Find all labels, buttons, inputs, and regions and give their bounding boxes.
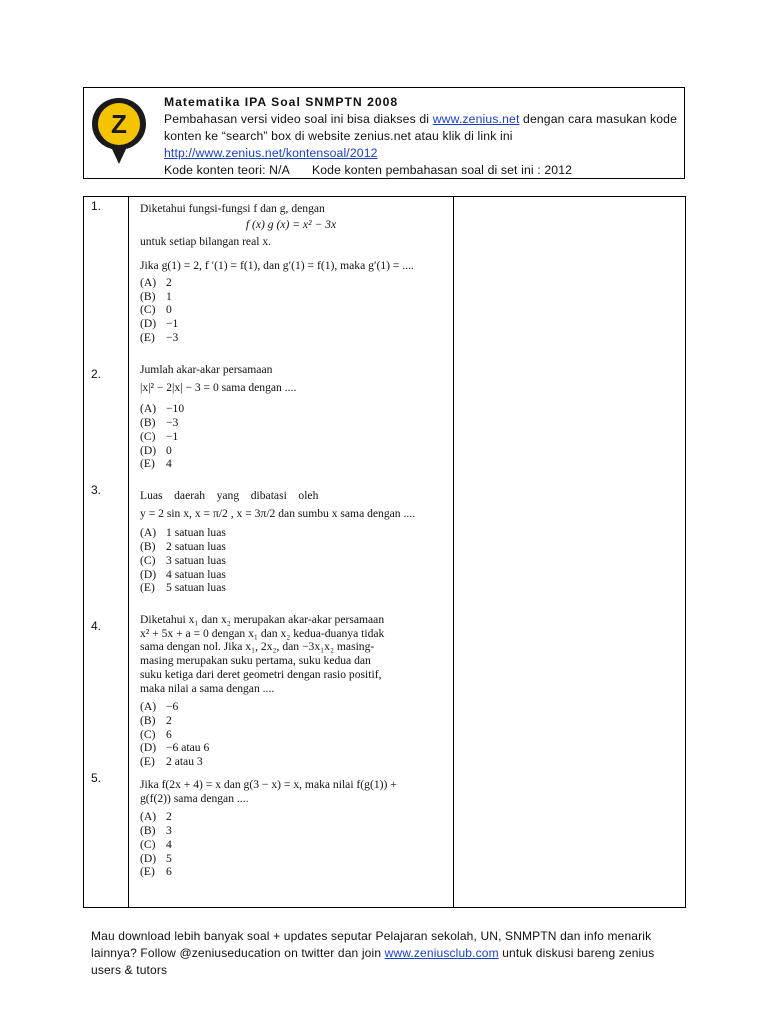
option: (C) −1 bbox=[140, 429, 179, 443]
question-number: 3. bbox=[91, 483, 102, 497]
question-number: 2. bbox=[91, 367, 102, 381]
kode-pembahasan: Kode konten pembahasan soal di set ini : 2012 bbox=[311, 163, 573, 177]
question-5: Jika f(2x + 4) = x dan g(3 − x) = x, maka nilai f(g(1)) + g(f(2)) sama dengan .... (A) 2 (B) 3 (C) 4 (D) 5 (E) 6 bbox=[140, 778, 442, 879]
logo-letter: Z bbox=[111, 109, 127, 139]
option: (D) 0 bbox=[140, 443, 172, 457]
option: (B) 2 satuan luas bbox=[140, 540, 226, 554]
kode-teori: Kode konten teori: N/A bbox=[164, 163, 290, 177]
option: (C) 0 bbox=[140, 303, 172, 317]
question-table bbox=[83, 196, 686, 908]
option: (A) −10 bbox=[140, 402, 185, 416]
option: (E) 4 bbox=[140, 457, 172, 471]
question-2: Jumlah akar-akar persamaan |x|² − 2|x| − 3 = 0 sama dengan .... (A) −10 (B) −3 (C) −1 (D) 0 (E) 4 bbox=[140, 363, 442, 471]
kode-konten-line bbox=[164, 162, 678, 179]
equation: |x|² − 2|x| − 3 = 0 sama dengan .... bbox=[140, 380, 297, 394]
option: (C) 4 bbox=[140, 837, 172, 851]
zenius-logo bbox=[90, 96, 148, 166]
footer-text: Mau download lebih banyak soal + updates seputar Pelajaran sekolah, UN, SNMPTN dan info menarik lainnya? Follow @zeniuseducation on twitter dan join www.zeniusclub.com untuk diskusi bareng zenius users & tutors bbox=[91, 929, 655, 977]
option: (E) 5 satuan luas bbox=[140, 581, 226, 595]
option: (E) 6 bbox=[140, 865, 172, 879]
option: (A) −6 bbox=[140, 700, 179, 714]
option: (B) 2 bbox=[140, 713, 172, 727]
option: (A) 2 bbox=[140, 275, 172, 289]
option: (D) 5 bbox=[140, 851, 172, 865]
option: (D) −6 atau 6 bbox=[140, 741, 210, 755]
header-box bbox=[83, 87, 685, 179]
column-divider bbox=[128, 197, 129, 907]
option: (B) 3 bbox=[140, 824, 172, 838]
doc-title: Matematika IPA Soal SNMPTN 2008 bbox=[164, 95, 399, 109]
question-number: 4. bbox=[91, 619, 102, 633]
question-number: 5. bbox=[91, 771, 102, 785]
option: (C) 6 bbox=[140, 727, 172, 741]
option: (A) 2 bbox=[140, 810, 172, 824]
header-text bbox=[164, 94, 678, 179]
option: (D) −1 bbox=[140, 316, 179, 330]
option: (A) 1 satuan luas bbox=[140, 526, 226, 540]
equation: y = 2 sin x, x = π/2 , x = 3π/2 dan sumbu x sama dengan .... bbox=[140, 506, 416, 520]
option: (B) 1 bbox=[140, 289, 172, 303]
question-number: 1. bbox=[91, 199, 102, 213]
zenius-site-link[interactable]: www.zenius.net bbox=[432, 112, 520, 126]
option: (C) 3 satuan luas bbox=[140, 553, 226, 567]
konten-soal-link[interactable]: http://www.zenius.net/kontensoal/2012 bbox=[164, 146, 378, 160]
question-3: Luas daerah yang dibatasi oleh y = 2 sin x, x = π/2 , x = 3π/2 dan sumbu x sama dengan .... (A) 1 satuan luas (B) 2 satuan luas (C) 3 satuan luas (D) 4 satuan luas (E) 5 satuan luas bbox=[140, 489, 442, 595]
header-description: Pembahasan versi video soal ini bisa diakses di www.zenius.net dengan cara masukan kode konten ke “search” box di website zenius.net atau klik di link ini bbox=[164, 112, 678, 143]
option: (E) −3 bbox=[140, 330, 179, 344]
option: (D) 4 satuan luas bbox=[140, 567, 226, 581]
zeniusclub-link[interactable]: www.zeniusclub.com bbox=[384, 946, 499, 960]
option: (B) −3 bbox=[140, 416, 179, 430]
question-1: Diketahui fungsi-fungsi f dan g, dengan f (x) g (x) = x² − 3x untuk setiap bilangan real x. Jika g(1) = 2, f ′(1) = f(1), dan g′(1) = f(1), maka g′(1) = .... (A) 2 (B) 1 (C) 0 (D) −1 (E) −3 bbox=[140, 202, 442, 344]
column-divider bbox=[453, 197, 454, 907]
question-4: Diketahui x₁ dan x₂ merupakan akar-akar persamaan x² + 5x + a = 0 dengan x₁ dan x₂ kedua-duanya tidak sama dengan nol. Jika x₁, 2x₂, dan −3x₁x₂ masing- masing merupakan suku pertama, suku kedua dan suku ketiga dari deret geometri dengan rasio positif, maka nilai a sama dengan .... (A) −6 (B) 2 (C) 6 (D) −6 atau 6 (E) 2 atau 3 bbox=[140, 613, 442, 769]
option: (E) 2 atau 3 bbox=[140, 755, 203, 769]
equation: f (x) g (x) = x² − 3x bbox=[245, 217, 337, 231]
